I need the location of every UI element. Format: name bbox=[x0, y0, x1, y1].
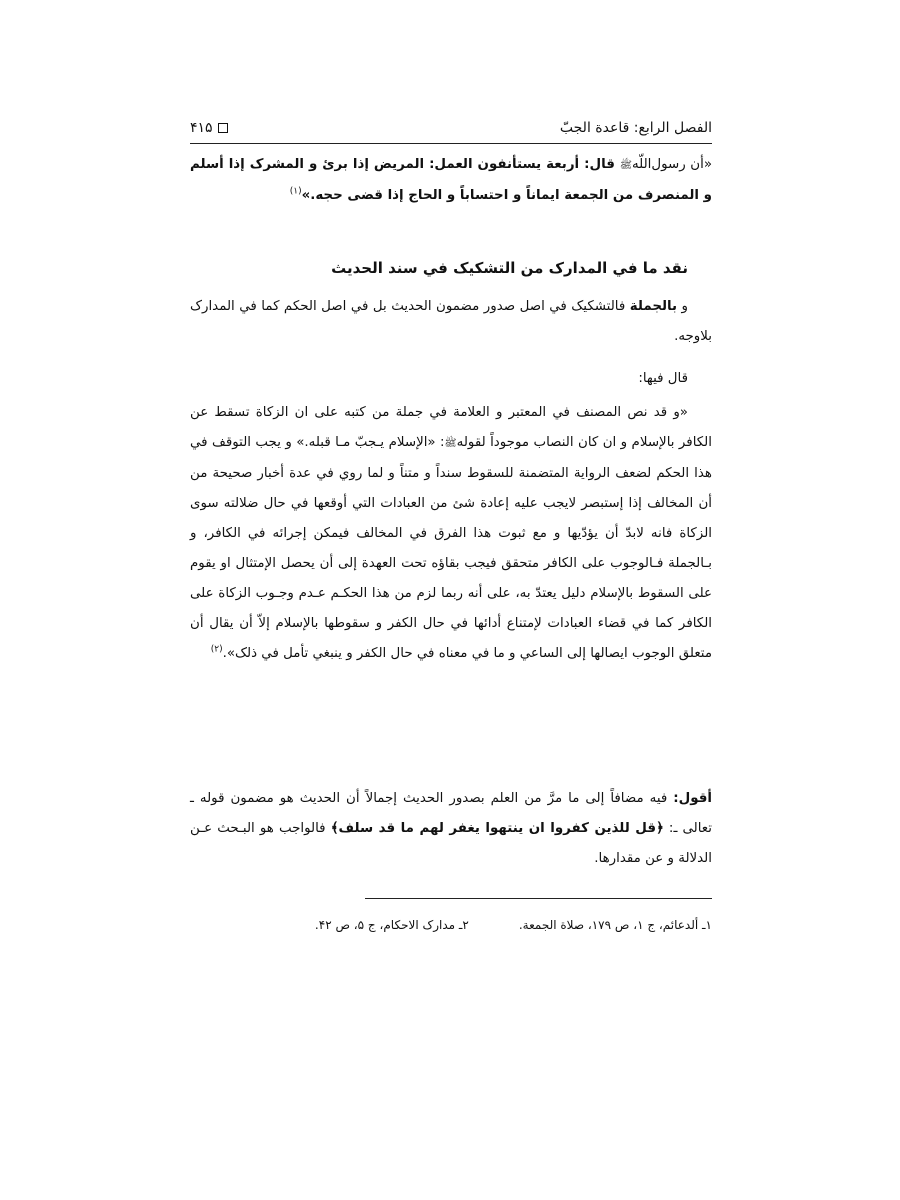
quote-honorific-glyph: ﷺ bbox=[444, 438, 457, 449]
intro-hadith bbox=[190, 150, 712, 211]
footnote-mark-1: (۱) bbox=[289, 186, 302, 197]
paragraph-2-text: قال فيها: bbox=[638, 371, 688, 386]
paragraph-3-text-2: فالواجب هو البـحث عـن الدلالة و عن مقدارها. bbox=[190, 821, 712, 866]
honorific-glyph: ﷺ bbox=[619, 160, 632, 171]
quranic-verse: ﴿قل للذين كفروا ان ينتهوا يغفر لهم ما قد سلف﴾ bbox=[330, 821, 664, 836]
footnote-divider bbox=[365, 898, 712, 899]
paragraph-1-lead: و bbox=[677, 299, 688, 314]
footnotes bbox=[250, 915, 712, 935]
paragraph-1 bbox=[190, 292, 712, 352]
section-heading: نقد ما في المدارک من التشكيک في سند الحديث bbox=[331, 259, 688, 277]
footnote-1: ۱ـ ألدعائم، ج ۱، ص ۱۷۹، صلاة الجمعة. bbox=[518, 918, 712, 932]
intro-quote-start: «أن رسول‌اللّه bbox=[631, 157, 713, 172]
paragraph-2 bbox=[190, 364, 712, 394]
quote-part-2: : «الإسلام يـجبّ مـا قبله.» و يجب التوقف في هذا الحکم لضعف الرواية المتضمنة للسقوط سنداً و متناً و لما روي في عدة أخبار صحيحة من أن المخالف إذا إستبصر لايجب عليه إعادة شئ من العبادات التي أوقعها في حال ضلالته سوى الزكاة فانه لابدّ أن يؤدّيها و مع ثبوت هذا الفرق في المخالف فيمكن إجرائه في الكافر، و بـالجملة فـالوجوب على الكافر متحقق فيجب بقاؤه تحت العهدة إلى أن يحصل الإمتثال او يقوم على السقوط بالإسلام دليل يعتدّ به، على أنه ربما لزم من هذا الحكـم عـدم وجـوب الزكاة على الكافر كما في قضاء العبادات لإمتناع أدائها في حال الكفر و سقوطها بالإسلام إلاّ أن يقال أن متعلق الوجوب ايصالها إلى الساعي و ما في معناه في حال الكفر و ينبغي تأمل في ذلک». bbox=[190, 435, 712, 661]
paragraph-3 bbox=[190, 784, 712, 874]
footnote-mark-2: (۲) bbox=[210, 644, 223, 655]
quote-part-1: «و قد نص المصنف في المعتبر و العلامة في جملة من كتبه على ان الزكاة تسقط عن الكافر بالإسلام و ان كان النصاب موجوداً لقوله bbox=[190, 405, 712, 450]
paragraph-3-lead: أقول: bbox=[673, 791, 712, 806]
running-header bbox=[190, 116, 712, 142]
page-number: ۴۱۵ bbox=[190, 120, 213, 136]
footnote-2: ۲ـ مدارک الاحکام، ج ۵، ص ۴۲. bbox=[314, 918, 469, 932]
header-divider bbox=[190, 143, 712, 144]
page-number-block bbox=[190, 116, 228, 140]
square-bullet-icon bbox=[218, 123, 228, 133]
quote-block bbox=[190, 398, 712, 669]
paragraph-1-bold: بالجملة bbox=[629, 299, 678, 314]
paragraph-3-text-1: فيه مضافاً إلى ما مرَّ من العلم بصدور الحديث إجمالاً أن الحديث هو مضمون قوله ـ تعالى ـ: bbox=[190, 791, 712, 836]
paragraph-1-text: فالتشكيک في اصل صدور مضمون الحديث بل في اصل الحکم کما في المدارک بلاوجه. bbox=[190, 299, 712, 344]
chapter-title: الفصل الرابع: قاعدة الجبّ bbox=[559, 120, 712, 136]
intro-quote-rest: قال: أربعة يستأنفون العمل: المريض إذا برئ و المشرک إذا أسلم و المنصرف من الجمعة ايماناً و احتساباً و الحاج إذا قضى حجه.» bbox=[190, 157, 712, 203]
